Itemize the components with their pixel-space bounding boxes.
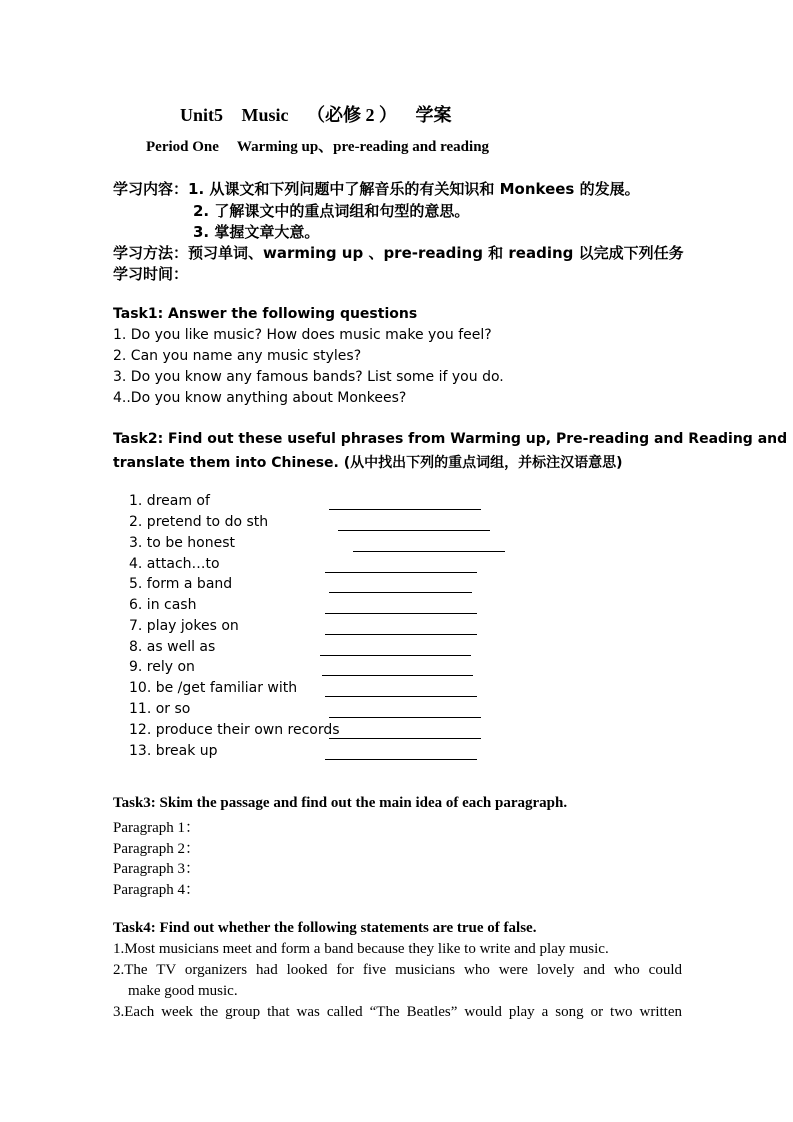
task3-title: Task3: Skim the passage and find out the main idea of each paragraph. [113, 795, 568, 811]
answer-blank[interactable] [329, 509, 481, 510]
answer-blank[interactable] [353, 551, 505, 552]
phrase-item: 13. break up [129, 743, 218, 759]
paragraph-label: Paragraph 4： [113, 882, 201, 898]
period-label: Period One [146, 139, 219, 155]
statement-continuation: make good music. [128, 983, 238, 999]
answer-blank[interactable] [338, 530, 490, 531]
study-method-label: 学习方法： [113, 244, 189, 262]
study-content-item: 2. 了解课文中的重点词组和句型的意思。 [193, 202, 470, 220]
subject-label: Music [241, 105, 289, 125]
study-content-item: 1. 从课文和下列问题中了解音乐的有关知识和 Monkees 的发展。 [188, 180, 640, 198]
paragraph-label: Paragraph 1： [113, 820, 201, 836]
answer-blank[interactable] [325, 759, 477, 760]
answer-blank[interactable] [325, 613, 477, 614]
statement: 1.Most musicians meet and form a band because they like to write and play music. [113, 941, 609, 957]
study-time-label: 学习时间： [113, 265, 189, 283]
phrase-item: 3. to be honest [129, 535, 235, 551]
phrase-item: 2. pretend to do sth [129, 514, 269, 530]
study-content-item: 3. 掌握文章大意。 [193, 223, 320, 241]
phrase-item: 4. attach…to [129, 556, 220, 572]
paragraph-label: Paragraph 2： [113, 841, 201, 857]
unit-label: Unit5 [180, 105, 224, 125]
phrase-item: 12. produce their own records [129, 722, 340, 738]
phrase-item: 5. form a band [129, 576, 233, 592]
task2-title-line2: translate them into Chinese. (从中找出下列的重点词组，并标注汉语意思) [113, 455, 623, 471]
task1-question: 4..Do you know anything about Monkees? [113, 390, 407, 406]
answer-blank[interactable] [322, 675, 473, 676]
study-content-row-1 [113, 178, 640, 199]
phrase-item: 8. as well as [129, 639, 216, 655]
statement: 2.The TV organizers had looked for five musicians who were lovely and who could [113, 962, 682, 978]
phrase-item: 11. or so [129, 701, 191, 717]
study-content-label: 学习内容： [113, 180, 189, 198]
book-label: （必修 2 ） [307, 105, 398, 125]
answer-blank[interactable] [329, 592, 472, 593]
study-method-text: 预习单词、warming up 、pre-reading 和 reading 以完成下列任务 [188, 244, 684, 262]
page-title [180, 101, 466, 127]
task1-title: Task1: Answer the following questions [113, 306, 418, 322]
task1-question: 2. Can you name any music styles? [113, 348, 362, 364]
task4-title: Task4: Find out whether the following statements are true of false. [113, 920, 537, 936]
statement: 3.Each week the group that was called “The Beatles” would play a song or two written [113, 1004, 682, 1020]
paragraph-label: Paragraph 3： [113, 861, 201, 877]
task1-question: 1. Do you like music? How does music make you feel? [113, 327, 492, 343]
answer-blank[interactable] [329, 717, 481, 718]
phrase-item: 9. rely on [129, 659, 195, 675]
phrase-item: 10. be /get familiar with [129, 680, 298, 696]
phrase-item: 1. dream of [129, 493, 210, 509]
answer-blank[interactable] [329, 738, 481, 739]
study-method-row [113, 242, 684, 263]
phrase-item: 6. in cash [129, 597, 197, 613]
phrase-item: 7. play jokes on [129, 618, 239, 634]
period-subtitle [146, 135, 489, 156]
answer-blank[interactable] [325, 696, 477, 697]
doc-type-label: 学案 [415, 105, 452, 125]
answer-blank[interactable] [325, 634, 477, 635]
task2-title-line1: Task2: Find out these useful phrases from Warming up, Pre-reading and Reading and [113, 431, 788, 447]
answer-blank[interactable] [325, 572, 477, 573]
answer-blank[interactable] [320, 655, 471, 656]
period-topic: Warming up、pre-reading and reading [236, 139, 490, 155]
task1-question: 3. Do you know any famous bands? List some if you do. [113, 369, 504, 385]
